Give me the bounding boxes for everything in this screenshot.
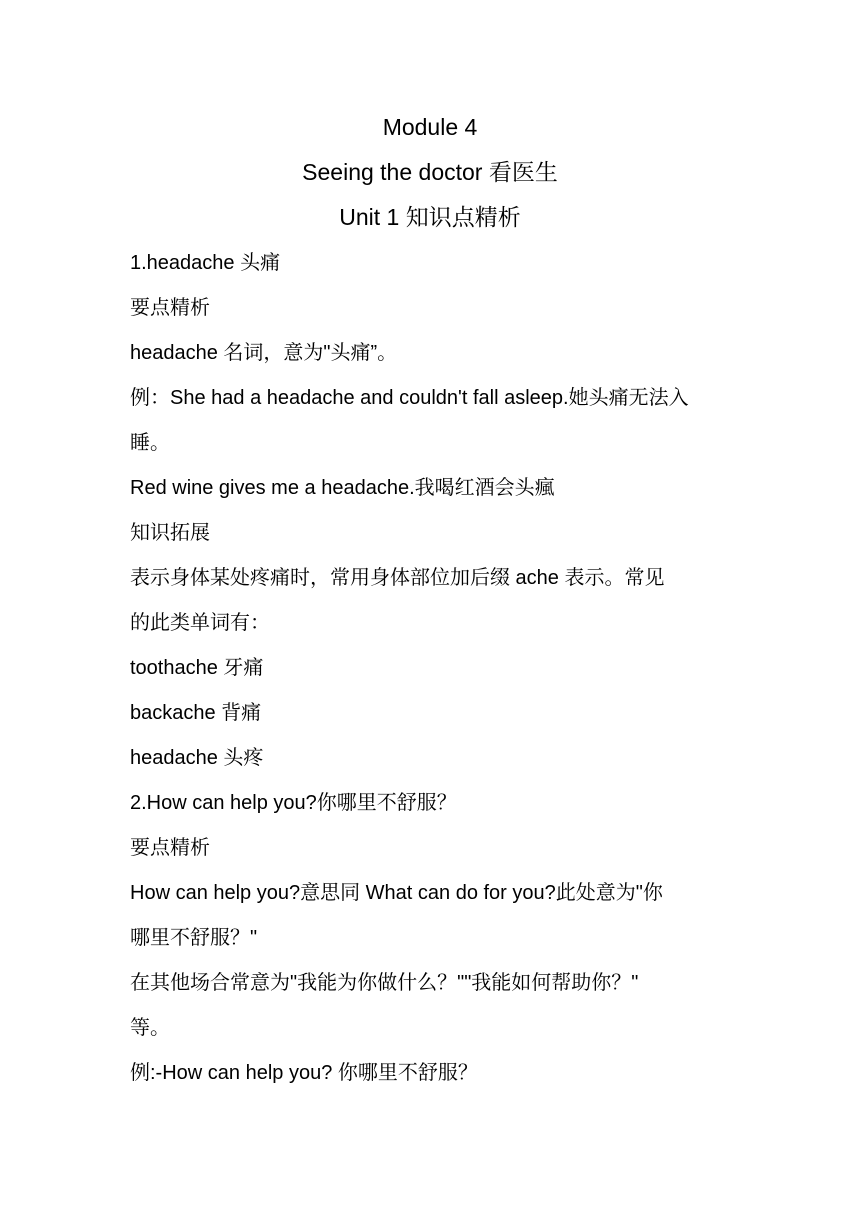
example-line-continued: 睡。 [130, 432, 170, 454]
paragraph-line-continued: 等。 [130, 1017, 170, 1039]
subheading-extension: 知识拓展 [130, 522, 210, 544]
paragraph-line: How can help you?意思同 What can do for you?此处意为"你 [130, 882, 663, 904]
subheading-key-points: 要点精析 [130, 837, 210, 859]
topic-title: Seeing the doctor 看医生 [302, 159, 558, 185]
paragraph-line-continued: 哪里不舒服？" [130, 927, 258, 949]
example-line: 例:-How can help you? 你哪里不舒服？ [130, 1062, 478, 1084]
vocab-item: headache 头疼 [130, 747, 264, 769]
definition-line: headache 名词，意为"头痛”。 [130, 342, 398, 364]
subheading-key-points: 要点精析 [130, 297, 210, 319]
vocab-item: toothache 牙痛 [130, 657, 264, 679]
paragraph-line: 在其他场合常意为"我能为你做什么？""我能如何帮助你？" [130, 972, 639, 994]
paragraph-line: 表示身体某处疼痛时，常用身体部位加后缀 ache 表示。常见 [130, 567, 665, 589]
vocab-item: backache 背痛 [130, 702, 262, 724]
paragraph-line-continued: 的此类单词有： [130, 612, 270, 634]
section-heading-headache: 1.headache 头痛 [130, 252, 281, 274]
section-heading-how-can-help: 2.How can help you?你哪里不舒服？ [130, 792, 457, 814]
example-line: Red wine gives me a headache.我喝红酒会头瘋 [130, 477, 555, 499]
unit-title: Unit 1 知识点精析 [339, 204, 521, 230]
example-line: 例：She had a headache and couldn't fall asleep.她头痛无法入 [130, 387, 689, 409]
module-title: Module 4 [382, 114, 478, 140]
